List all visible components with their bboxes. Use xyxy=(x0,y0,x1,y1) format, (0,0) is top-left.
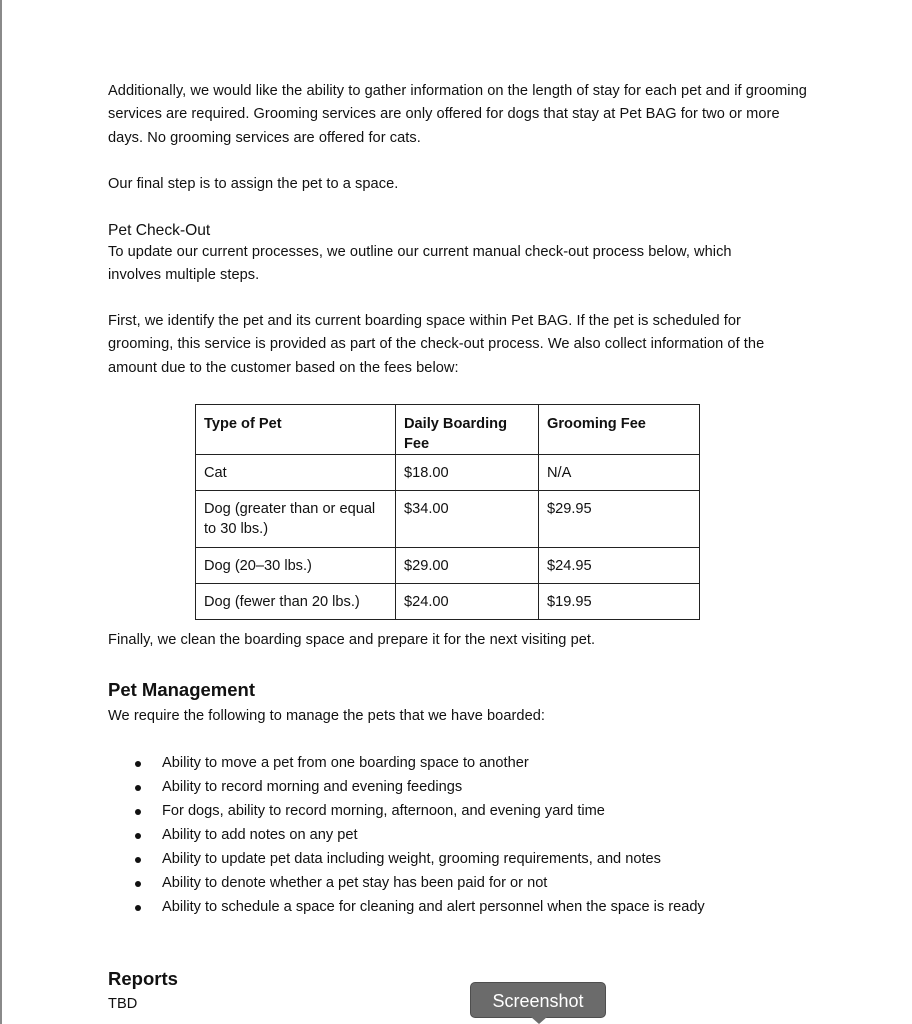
list-item-text: Ability to move a pet from one boarding space to another xyxy=(162,755,529,771)
list-item-text: For dogs, ability to record morning, afternoon, and evening yard time xyxy=(162,803,605,819)
list-item xyxy=(135,847,705,871)
table-cell: Dog (fewer than 20 lbs.) xyxy=(196,584,396,620)
table-cell: $24.00 xyxy=(396,584,539,620)
checkout-first-step-paragraph: First, we identify the pet and its current boarding space within Pet BAG. If the pet is scheduled for grooming, this service is provided as part of the check-out process. We also collect information of the amount due to the customer based on the fees below: xyxy=(108,313,765,376)
table-cell: $29.95 xyxy=(539,491,700,548)
pet-management-list xyxy=(135,751,705,919)
table-row xyxy=(196,491,700,548)
list-item-text: Ability to add notes on any pet xyxy=(162,827,358,843)
fee-table-header-row xyxy=(196,405,700,455)
page-left-border xyxy=(0,0,2,1024)
table-cell: Dog (greater than or equal to 30 lbs.) xyxy=(196,491,396,548)
list-item-text: Ability to record morning and evening feedings xyxy=(162,779,463,795)
list-item xyxy=(135,775,705,799)
table-cell: $34.00 xyxy=(396,491,539,548)
list-item xyxy=(135,895,705,919)
checkout-heading: Pet Check-Out xyxy=(108,222,211,239)
fee-table-header-boarding-fee: Daily Boarding Fee xyxy=(396,405,539,455)
fee-table xyxy=(195,404,700,620)
list-item-text: Ability to denote whether a pet stay has been paid for or not xyxy=(162,875,548,891)
table-cell: $18.00 xyxy=(396,455,539,491)
reports-body: TBD xyxy=(108,996,138,1012)
grooming-intro-paragraph: Additionally, we would like the ability to gather information on the length of stay for each pet and if grooming services are required. Grooming services are only offered for dogs that stay at Pet BAG for two or more days. No grooming services are offered for cats. xyxy=(108,83,807,146)
table-cell: $29.00 xyxy=(396,548,539,584)
list-item-text: Ability to update pet data including weight, grooming requirements, and notes xyxy=(162,851,661,867)
bullet-icon xyxy=(135,881,141,887)
pet-management-heading: Pet Management xyxy=(108,679,256,700)
tooltip-arrow-icon xyxy=(531,1017,547,1024)
pet-management-intro: We require the following to manage the pets that we have boarded: xyxy=(108,708,546,724)
bullet-icon xyxy=(135,833,141,839)
list-item xyxy=(135,871,705,895)
table-cell: $19.95 xyxy=(539,584,700,620)
table-cell: Dog (20–30 lbs.) xyxy=(196,548,396,584)
list-item-text: Ability to schedule a space for cleaning and alert personnel when the space is ready xyxy=(162,899,705,915)
fee-table-header-grooming-fee: Grooming Fee xyxy=(539,405,700,455)
table-row xyxy=(196,548,700,584)
bullet-icon xyxy=(135,761,141,767)
list-item xyxy=(135,799,705,823)
list-item xyxy=(135,751,705,775)
final-step-paragraph: Our final step is to assign the pet to a space. xyxy=(108,176,399,192)
table-row xyxy=(196,584,700,620)
bullet-icon xyxy=(135,857,141,863)
screenshot-tooltip[interactable]: Screenshot xyxy=(470,982,606,1018)
fee-table-header-pet-type: Type of Pet xyxy=(196,405,396,455)
checkout-intro-paragraph: To update our current processes, we outline our current manual check-out process below, which involves multiple steps. xyxy=(108,244,732,284)
table-cell: N/A xyxy=(539,455,700,491)
bullet-icon xyxy=(135,785,141,791)
bullet-icon xyxy=(135,809,141,815)
table-cell: $24.95 xyxy=(539,548,700,584)
table-row xyxy=(196,455,700,491)
reports-heading: Reports xyxy=(108,968,178,989)
table-cell: Cat xyxy=(196,455,396,491)
bullet-icon xyxy=(135,905,141,911)
checkout-finally-paragraph: Finally, we clean the boarding space and prepare it for the next visiting pet. xyxy=(108,632,596,648)
list-item xyxy=(135,823,705,847)
